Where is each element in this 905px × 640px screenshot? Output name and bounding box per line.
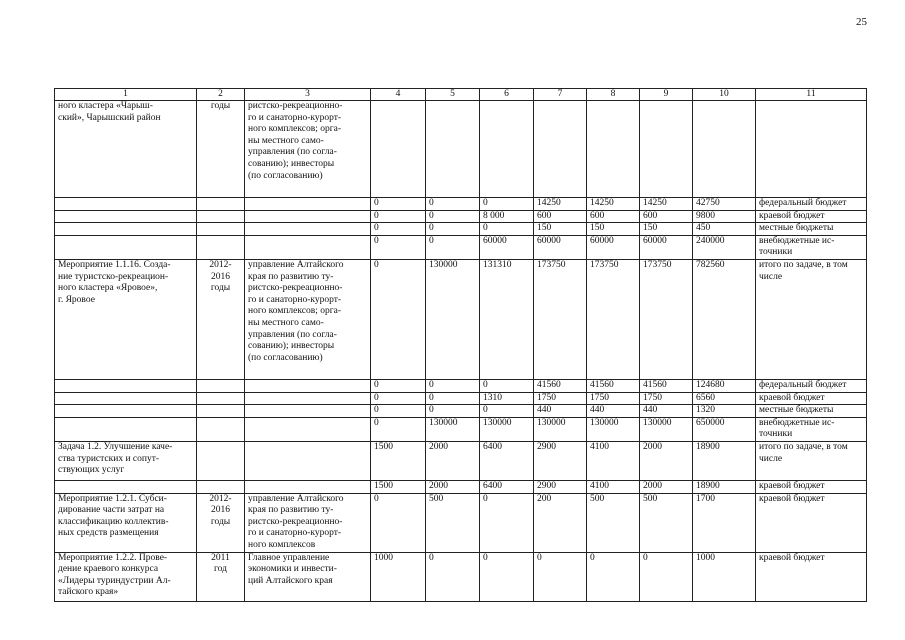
source-cell [756,101,867,198]
total-cell: 782560 [693,259,756,379]
amount-cell: 200 [534,493,587,552]
amount-cell: 0 [371,223,426,236]
amount-cell: 150 [640,223,693,236]
total-cell: 450 [693,223,756,236]
period-cell [197,235,245,259]
period-cell: 2012- 2016 годы [197,259,245,379]
activity-cell [55,235,197,259]
amount-cell: 130000 [426,417,480,441]
executor-cell: управление Алтайского края по развитию ту- ристско-рекреационно- го и санаторно-курорт- ного комплексов [245,493,371,552]
executor-cell [245,235,371,259]
period-cell [197,210,245,223]
source-cell: федеральный бюджет [756,379,867,392]
amount-cell: 0 [371,379,426,392]
table-row [55,493,867,552]
amount-cell: 0 [534,552,587,601]
activity-cell [55,223,197,236]
amount-cell: 0 [480,198,534,211]
amount-cell: 0 [480,493,534,552]
table-row [55,417,867,441]
amount-cell: 0 [371,405,426,418]
table-header-row [55,89,867,101]
period-cell [197,379,245,392]
amount-cell: 600 [587,210,640,223]
total-cell: 18900 [693,441,756,480]
source-cell: федеральный бюджет [756,198,867,211]
executor-cell [245,417,371,441]
activity-cell [55,198,197,211]
amount-cell: 0 [371,417,426,441]
source-cell: краевой бюджет [756,493,867,552]
activity-cell [55,405,197,418]
amount-cell: 2000 [426,480,480,493]
executor-cell: управление Алтайского края по развитию ту- ристско-рекреационно- го и санаторно-курорт- ного комплексов; орга- ны местного само- управления (по согла- сованию); инвесторы (по согласованию) [245,259,371,379]
amount-cell: 14250 [587,198,640,211]
amount-cell: 131310 [480,259,534,379]
amount-cell: 1750 [587,392,640,405]
amount-cell: 14250 [534,198,587,211]
amount-cell: 150 [534,223,587,236]
period-cell [197,198,245,211]
amount-cell: 0 [371,259,426,379]
amount-cell: 60000 [534,235,587,259]
executor-cell [245,210,371,223]
source-cell: внебюджетные ис- точники [756,417,867,441]
source-cell: итого по задаче, в том числе [756,259,867,379]
amount-cell: 60000 [587,235,640,259]
amount-cell: 0 [426,198,480,211]
executor-cell [245,480,371,493]
column-header: 11 [756,89,867,101]
total-cell: 1700 [693,493,756,552]
amount-cell: 0 [480,223,534,236]
amount-cell: 2000 [640,480,693,493]
executor-cell: Главное управление экономики и инвести- ций Алтайского края [245,552,371,601]
activity-cell [55,392,197,405]
table-row [55,552,867,601]
source-cell: краевой бюджет [756,210,867,223]
amount-cell: 6400 [480,480,534,493]
amount-cell: 130000 [480,417,534,441]
amount-cell: 0 [371,493,426,552]
amount-cell: 0 [640,552,693,601]
column-header: 8 [587,89,640,101]
amount-cell: 173750 [587,259,640,379]
amount-cell: 500 [426,493,480,552]
table-row [55,101,867,198]
amount-cell: 600 [534,210,587,223]
activity-cell: Мероприятие 1.2.1. Субси- дирование части затрат на классификацию коллектив- ных средств размещения [55,493,197,552]
amount-cell: 0 [426,552,480,601]
activity-cell [55,480,197,493]
period-cell [197,392,245,405]
total-cell: 6560 [693,392,756,405]
executor-cell [245,223,371,236]
total-cell: 650000 [693,417,756,441]
amount-cell: 6400 [480,441,534,480]
executor-cell [245,441,371,480]
amount-cell: 0 [426,235,480,259]
amount-cell: 1500 [371,480,426,493]
executor-cell: ристско-рекреационно- го и санаторно-курорт- ного комплексов; орга- ны местного само- управления (по согла- сованию); инвесторы (по согласованию) [245,101,371,198]
amount-cell [371,101,426,198]
amount-cell [480,101,534,198]
executor-cell [245,379,371,392]
source-cell: итого по задаче, в том числе [756,441,867,480]
amount-cell: 440 [587,405,640,418]
amount-cell: 2000 [426,441,480,480]
table-row [55,235,867,259]
total-cell: 240000 [693,235,756,259]
table-row [55,198,867,211]
source-cell: местные бюджеты [756,223,867,236]
total-cell: 1000 [693,552,756,601]
column-header: 1 [55,89,197,101]
source-cell: местные бюджеты [756,405,867,418]
amount-cell: 0 [371,235,426,259]
amount-cell: 130000 [534,417,587,441]
executor-cell [245,405,371,418]
period-cell [197,223,245,236]
amount-cell: 0 [480,405,534,418]
source-cell: краевой бюджет [756,392,867,405]
amount-cell: 60000 [640,235,693,259]
total-cell: 42750 [693,198,756,211]
activity-cell [55,210,197,223]
column-header: 5 [426,89,480,101]
amount-cell: 150 [587,223,640,236]
period-cell: 2012- 2016 годы [197,493,245,552]
activity-cell [55,417,197,441]
amount-cell: 1750 [640,392,693,405]
amount-cell: 0 [426,223,480,236]
activity-cell [55,379,197,392]
amount-cell: 0 [426,210,480,223]
amount-cell: 4100 [587,441,640,480]
amount-cell: 0 [426,405,480,418]
amount-cell: 440 [640,405,693,418]
amount-cell: 0 [587,552,640,601]
amount-cell: 0 [480,379,534,392]
amount-cell: 0 [426,392,480,405]
column-header: 6 [480,89,534,101]
column-header: 9 [640,89,693,101]
period-cell: 2011 год [197,552,245,601]
source-cell: краевой бюджет [756,480,867,493]
amount-cell: 500 [587,493,640,552]
amount-cell [426,101,480,198]
executor-cell [245,198,371,211]
amount-cell: 440 [534,405,587,418]
period-cell [197,480,245,493]
column-header: 3 [245,89,371,101]
amount-cell: 130000 [426,259,480,379]
amount-cell: 0 [371,210,426,223]
amount-cell: 2000 [640,441,693,480]
amount-cell: 1000 [371,552,426,601]
table-row [55,392,867,405]
activity-cell: ного кластера «Чарыш- ский», Чарышский район [55,101,197,198]
amount-cell: 41560 [640,379,693,392]
amount-cell: 8 000 [480,210,534,223]
amount-cell: 0 [371,198,426,211]
source-cell: краевой бюджет [756,552,867,601]
activity-cell: Мероприятие 1.1.16. Созда- ние туристско-рекреацион- ного кластера «Яровое», г. Яровое [55,259,197,379]
amount-cell: 173750 [534,259,587,379]
amount-cell: 1310 [480,392,534,405]
amount-cell [587,101,640,198]
amount-cell: 0 [426,379,480,392]
amount-cell: 500 [640,493,693,552]
period-cell: годы [197,101,245,198]
period-cell [197,405,245,418]
amount-cell: 60000 [480,235,534,259]
amount-cell: 130000 [587,417,640,441]
amount-cell: 4100 [587,480,640,493]
total-cell: 18900 [693,480,756,493]
total-cell [693,101,756,198]
amount-cell: 1750 [534,392,587,405]
amount-cell: 0 [480,552,534,601]
executor-cell [245,392,371,405]
amount-cell: 1500 [371,441,426,480]
amount-cell: 41560 [534,379,587,392]
total-cell: 124680 [693,379,756,392]
amount-cell: 14250 [640,198,693,211]
column-header: 10 [693,89,756,101]
column-header: 2 [197,89,245,101]
amount-cell: 0 [371,392,426,405]
period-cell [197,441,245,480]
budget-table [54,88,867,602]
total-cell: 9800 [693,210,756,223]
table-row [55,441,867,480]
amount-cell: 2900 [534,441,587,480]
table-row [55,259,867,379]
column-header: 4 [371,89,426,101]
amount-cell: 130000 [640,417,693,441]
column-header: 7 [534,89,587,101]
amount-cell: 173750 [640,259,693,379]
page-number: 25 [856,16,867,28]
table-row [55,480,867,493]
amount-cell: 2900 [534,480,587,493]
table-row [55,405,867,418]
activity-cell: Задача 1.2. Улучшение каче- ства туристских и сопут- ствующих услуг [55,441,197,480]
table-row [55,379,867,392]
activity-cell: Мероприятие 1.2.2. Прове- дение краевого конкурса «Лидеры туриндустрии Ал- тайского края» [55,552,197,601]
source-cell: внебюджетные ис- точники [756,235,867,259]
amount-cell: 41560 [587,379,640,392]
amount-cell [640,101,693,198]
amount-cell [534,101,587,198]
amount-cell: 600 [640,210,693,223]
period-cell [197,417,245,441]
table-row [55,223,867,236]
table-row [55,210,867,223]
total-cell: 1320 [693,405,756,418]
